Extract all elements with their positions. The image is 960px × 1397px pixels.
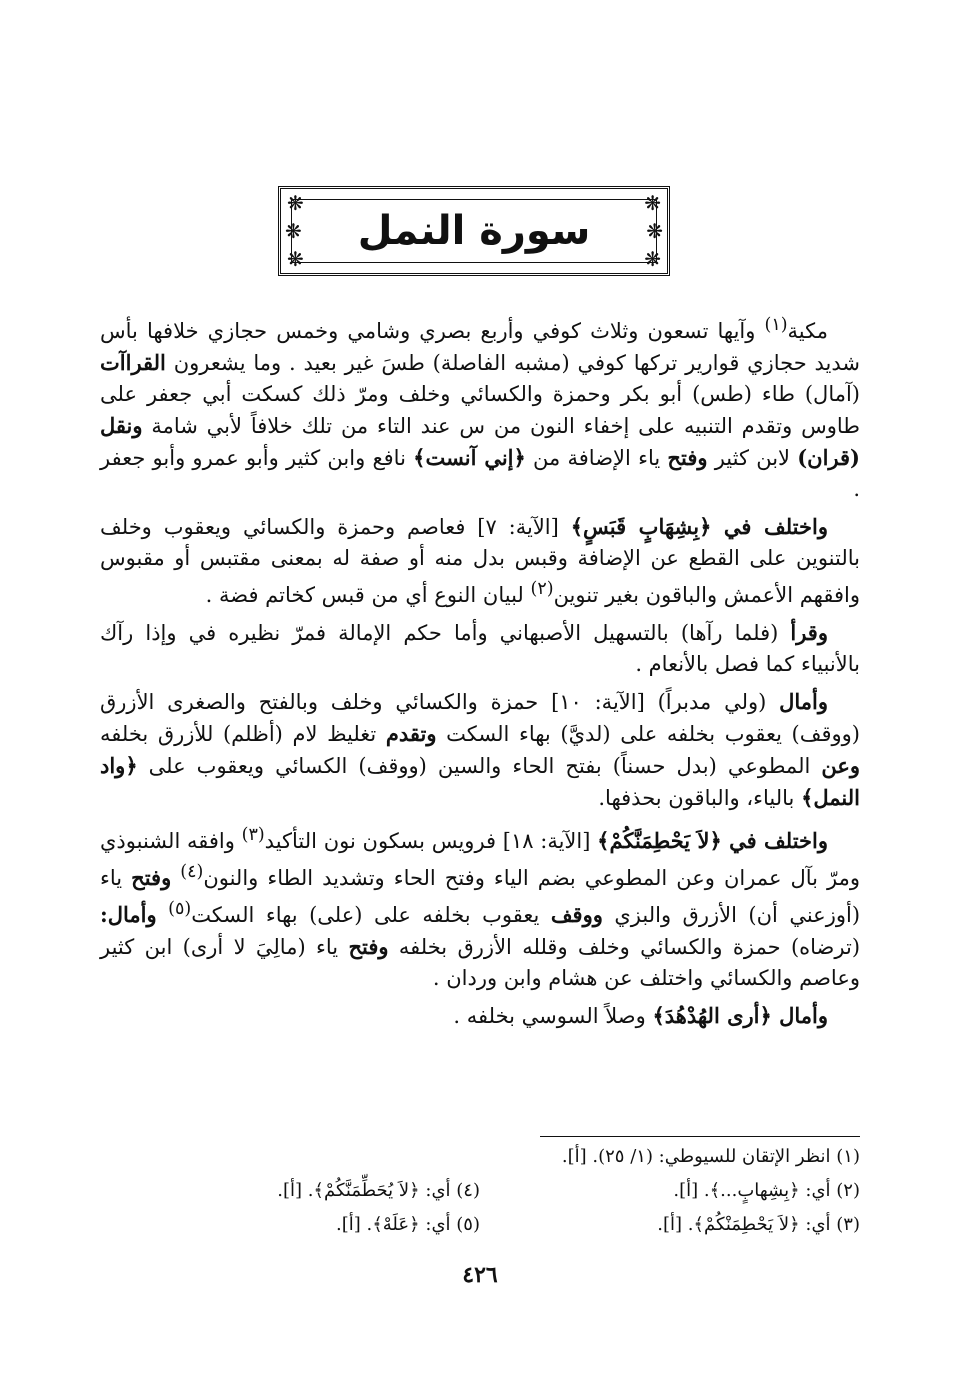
footnote-ref[interactable]: (٤) [180, 862, 204, 882]
footnote-divider [540, 1136, 860, 1137]
text-run: وصلاً السوسي بخلفه . [453, 1004, 653, 1028]
surah-title: سورة النمل [357, 208, 591, 254]
paragraph [100, 686, 860, 814]
bold-term: ﴿واد النمل﴾ [100, 753, 860, 810]
bold-term: وفتح [131, 865, 172, 890]
text-run: تغليظ لام (أظلم) للأزرق بخلفه [100, 722, 386, 746]
text-run: (ولي مدبراً) [الآية: ١٠] حمزة والكسائي وخلف وبالفتح والصغرى الأزرق (ووقف) يعقوب بخلفه على (لديَّ) بهاء السكت [100, 690, 860, 746]
text-run [157, 903, 168, 927]
ornament-icon: ❋ [646, 219, 663, 243]
footnote-row [100, 1140, 860, 1174]
text-run: [الآية: ٧] فعاصم وحمزة والكسائي ويعقوب وخلف بالتنوين على القطع عن الإضافة وقبس بدل منه أو صفة له بمعنى مقتبس أو مقبوس وافقهم الأعمش والباقون بغير تنوين [100, 515, 860, 607]
paragraph [100, 617, 860, 680]
bold-term: وقرأ [790, 620, 828, 645]
footnote-3: (٣) أي: ﴿لاَ يَحْطِمَنْكُمْ﴾. [أ]. [657, 1214, 860, 1235]
footnote-row [100, 1174, 860, 1208]
footnote-ref[interactable]: (٢) [530, 579, 554, 599]
paragraph [100, 1000, 860, 1032]
paragraph [100, 820, 860, 994]
text-run [171, 866, 180, 890]
text-run: بالياء، والباقون بحذفها. [598, 786, 802, 810]
text-run: (آمال) طاء (طس) أبو بكر وحمزة والكسائي وخلف ومرّ ذلك كسكت أبي جعفر على طاوس وتقدم التنبيه على إخفاء النون من س عند التاء من تلك خلافاً لأبي شامة [100, 382, 860, 438]
text-run: ياء (مالِيَ لا أرى) ابن كثير وعاصم والكسائي واختلف عن هشام وابن وردان . [100, 935, 860, 990]
text-run: وافقه الشنبوذي ومرّ بآل عمران وعن المطوعي بضم الياء وفتح الحاء وتشديد الطاء والنون [100, 829, 860, 890]
ornament-icon: ❋ [287, 247, 304, 271]
ornament-icon: ❋ [287, 191, 304, 215]
bold-term: واختلف في ﴿بِشِهَابٍ قَبَسٍ﴾ [570, 514, 828, 539]
footnotes [100, 1140, 860, 1242]
ornament-icon: ❋ [285, 219, 302, 243]
page-number: ٤٢٦ [462, 1262, 498, 1288]
paragraph [100, 511, 860, 611]
footnote-ref[interactable]: (١) [764, 315, 788, 335]
bold-term: وفتح [348, 934, 389, 959]
text-run: المطوعي (بدل حسناً) بفتح الحاء والسين (ووقف) الكسائي ويعقوب على [137, 754, 822, 778]
bold-term: وفتح [667, 445, 708, 470]
bold-term: وأمال [779, 689, 828, 714]
body-text [100, 310, 860, 1038]
text-run: نافع وابن كثير وأبو عمرو وأبو جعفر . [100, 446, 860, 501]
bold-term: ووقف [550, 902, 603, 927]
bold-term: وأمال ﴿أرى الهُدْهُدَ﴾ [652, 1003, 828, 1028]
footnote-1: (١) انظر الإتقان للسيوطي: (١/ ٢٥). [أ]. [561, 1146, 860, 1167]
text-run: يعقوب بخلفه على (على) بهاء السكت [191, 903, 551, 927]
text-run: مكية [787, 319, 828, 343]
footnote-row [100, 1208, 860, 1242]
text-run: (فلما رآها) بالتسهيل الأصبهاني وأما حكم الإمالة فمرّ نظيره في وإذا رآك بالأنبياء كما فصل بالأنعام . [100, 621, 860, 676]
footnote-ref[interactable]: (٥) [168, 899, 192, 919]
bold-term: القراآت [100, 350, 166, 375]
text-run: ياء الإضافة من [525, 446, 668, 470]
text-run: لابن كثير [707, 446, 798, 470]
bold-term: واختلف في ﴿لاَ يَحْطِمَنَّكُمْ﴾ [597, 828, 828, 853]
bold-term: وأمال: [100, 902, 157, 927]
surah-title-frame [278, 186, 670, 276]
footnote-4: (٤) أي: ﴿لاَ يُحَطِّمَنَّكُمْ﴾. [أ]. [277, 1180, 480, 1201]
footnote-2: (٢) أي: ﴿بِشِهابٍ...﴾. [أ]. [673, 1180, 860, 1201]
text-run: ياء (أوزعني أن) الأزرق والبزي [100, 866, 861, 927]
text-run: وآيها تسعون وثلاث كوفي وأربع بصري وشامي وخمس حجازي خلافها بأس شديد حجازي قوارير تركها كوفي (مشبه الفاصلة) طسَ غير بعيد . وما يشعرون [100, 319, 860, 375]
text-run: [الآية: ١٨] فرويس بسكون نون التأكيد [264, 829, 598, 853]
paragraph [100, 310, 860, 505]
text-run: لبيان النوع أي من قبس كخاتم فضة . [205, 583, 531, 607]
bold-term: ونقل (قران) [100, 413, 860, 470]
bold-term: ﴿إني آنست﴾ [413, 445, 526, 470]
ornament-icon: ❋ [644, 247, 661, 271]
text-run: (ترضاه) حمزة والكسائي وخلف وقلله الأزرق بخلفه [388, 935, 861, 959]
footnote-5: (٥) أي: ﴿عَلَهْ﴾. [أ]. [336, 1214, 480, 1235]
ornament-icon: ❋ [644, 191, 661, 215]
bold-term: وتقدم [385, 721, 437, 746]
bold-term: وعن [821, 753, 860, 778]
footnote-ref[interactable]: (٣) [241, 825, 265, 845]
